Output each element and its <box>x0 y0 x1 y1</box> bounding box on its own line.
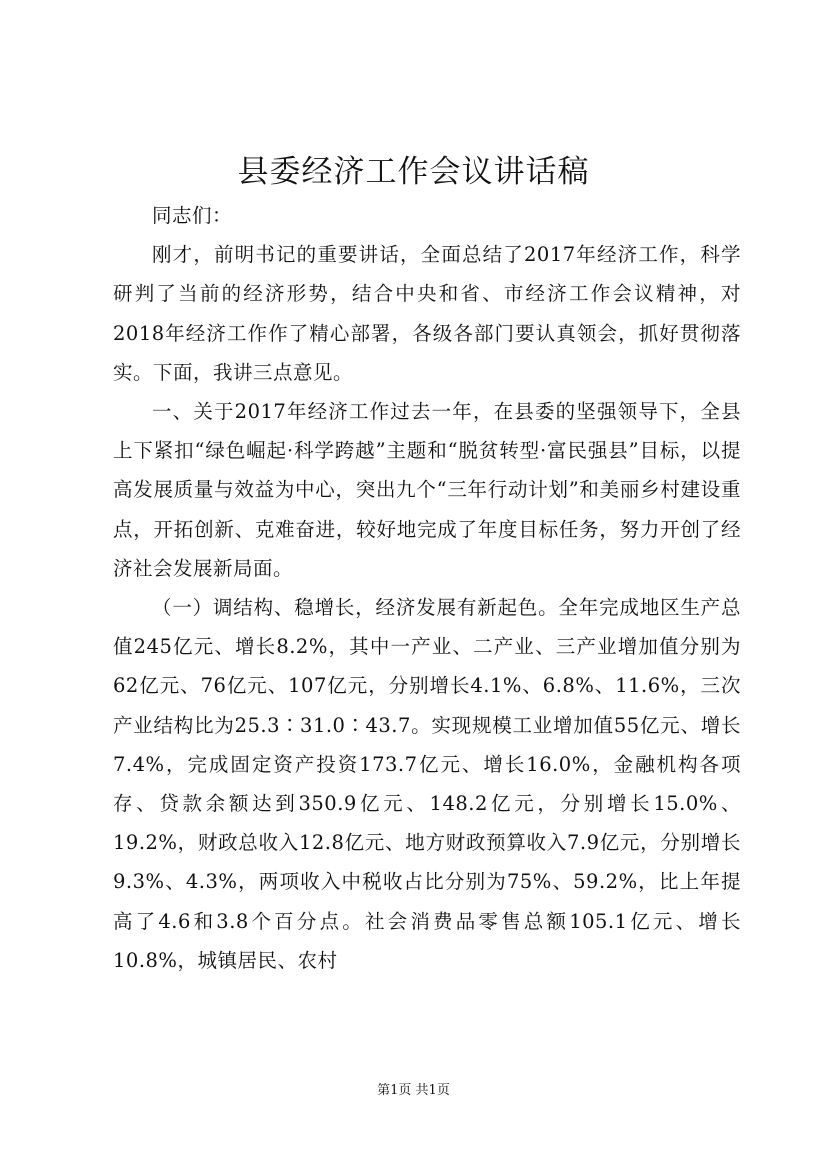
greeting: 同志们： <box>152 204 233 227</box>
page-footer: 第1页 共1页 <box>377 1083 450 1098</box>
paragraph-intro: 刚才，前明书记的重要讲话，全面总结了2017年经济工作，科学研判了当前的经济形势，结合中央和省、市经济工作会议精神，对2018年经济工作作了精心部署，各级各部门要认真领会，抓好贯彻落实。下面，我讲三点意见。 <box>113 243 741 384</box>
document-body <box>113 196 741 980</box>
document-title: 县委经济工作会议讲话稿 <box>237 154 590 190</box>
paragraph-subsection-one: （一）调结构、稳增长，经济发展有新起色。全年完成地区生产总值245亿元、增长8.2%，其中一产业、二产业、三产业增加值分别为62亿元、76亿元、107亿元，分别增长4.1%、6.8%、11.6%，三次产业结构比为25.3∶31.0∶43.7。实现规模工业增加值55亿元、增长7.4%，完成固定资产投资173.7亿元、增长16.0%，金融机构各项存、贷款余额达到350.9亿元、148.2亿元，分别增长15.0%、19.2%，财政总收入12.8亿元、地方财政预算收入7.9亿元，分别增长9.3%、4.3%，两项收入中税收占比分别为75%、59.2%，比上年提高了4.6和3.8个百分点。社会消费品零售总额105.1亿元、增长10.8%，城镇居民、农村 <box>113 596 741 972</box>
paragraph-section-one: 一、关于2017年经济工作过去一年，在县委的坚强领导下，全县上下紧扣“绿色崛起·科学跨越”主题和“脱贫转型·富民强县”目标，以提高发展质量与效益为中心，突出九个“三年行动计划”和美丽乡村建设重点，开拓创新、克难奋进，较好地完成了年度目标任务，努力开创了经济社会发展新局面。 <box>113 400 741 580</box>
